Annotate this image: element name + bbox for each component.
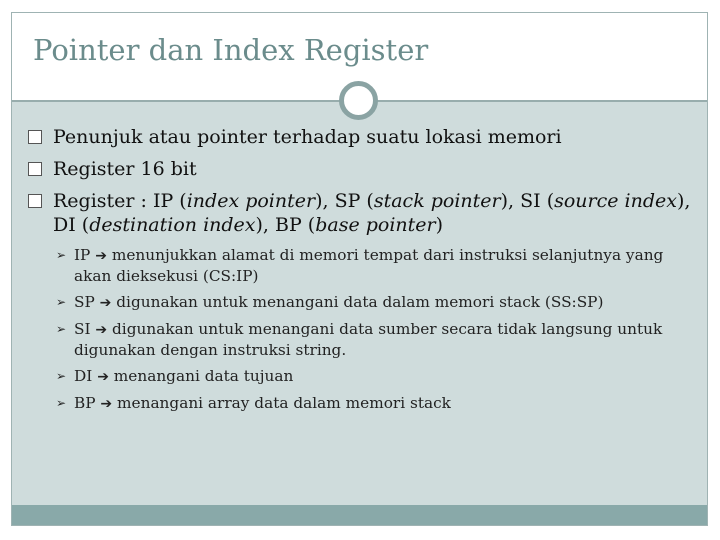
arrow-right-icon: ➔	[97, 369, 109, 385]
arrowhead-bullet-icon: ➢	[56, 295, 67, 309]
bullet-text-italic: stack pointer	[373, 190, 501, 212]
sub-bullet-list	[26, 245, 696, 414]
bullet-text-part: ), SP (	[315, 190, 374, 212]
slide-title: Pointer dan Index Register	[33, 33, 429, 67]
bullet-text-italic: destination index	[89, 214, 256, 236]
sub-bullet-text: digunakan untuk menangani data sumber secara tidak langsung untuk digunakan dengan instruksi string.	[74, 320, 663, 359]
arrowhead-bullet-icon: ➢	[56, 248, 67, 262]
sub-bullet-text: digunakan untuk menangani data dalam memori stack (SS:SP)	[116, 293, 604, 311]
register-name: BP	[74, 394, 96, 412]
checkbox-bullet-icon	[28, 130, 42, 144]
arrow-right-icon: ➔	[95, 248, 107, 264]
sub-bullet-text: menangani data tujuan	[113, 367, 294, 385]
sub-bullet-text: menunjukkan alamat di memori tempat dari instruksi selanjutnya yang akan dieksekusi (CS:IP)	[74, 246, 664, 285]
arrow-right-icon: ➔	[100, 396, 113, 412]
bullet-text-italic: source index	[554, 190, 677, 212]
sub-bullet-item	[26, 292, 696, 313]
bullet-text: Register 16 bit	[53, 158, 197, 180]
bullet-text-italic: base pointer	[315, 214, 436, 236]
bullet-text-part: Register : IP (	[53, 190, 187, 212]
bullet-text-part: ), DI (	[53, 190, 691, 236]
footer-bar	[12, 505, 707, 525]
arrow-right-icon: ➔	[95, 322, 108, 338]
sub-bullet-item	[26, 393, 696, 414]
bullet-item	[26, 157, 696, 181]
sub-bullet-item	[26, 319, 696, 360]
register-name: SI	[74, 320, 91, 338]
bullet-item	[26, 189, 696, 237]
register-name: DI	[74, 367, 93, 385]
arrowhead-bullet-icon: ➢	[56, 396, 67, 410]
checkbox-bullet-icon	[28, 194, 42, 208]
bullet-text-italic: index pointer	[186, 190, 316, 212]
bullet-item	[26, 125, 696, 149]
slide	[11, 12, 708, 526]
slide-content	[26, 125, 696, 420]
circle-ornament-icon	[339, 81, 378, 120]
bullet-text-part: ), SI (	[500, 190, 555, 212]
bullet-text: Penunjuk atau pointer terhadap suatu lokasi memori	[53, 126, 562, 148]
arrowhead-bullet-icon: ➢	[56, 369, 67, 383]
arrow-right-icon: ➔	[99, 295, 112, 311]
sub-bullet-item	[26, 245, 696, 286]
sub-bullet-text: menangani array data dalam memori stack	[117, 394, 451, 412]
checkbox-bullet-icon	[28, 162, 42, 176]
sub-bullet-item	[26, 366, 696, 387]
bullet-text-part: )	[435, 214, 444, 236]
register-name: SP	[74, 293, 95, 311]
arrowhead-bullet-icon: ➢	[56, 322, 67, 336]
bullet-text-part: ), BP (	[255, 214, 316, 236]
register-name: IP	[74, 246, 91, 264]
